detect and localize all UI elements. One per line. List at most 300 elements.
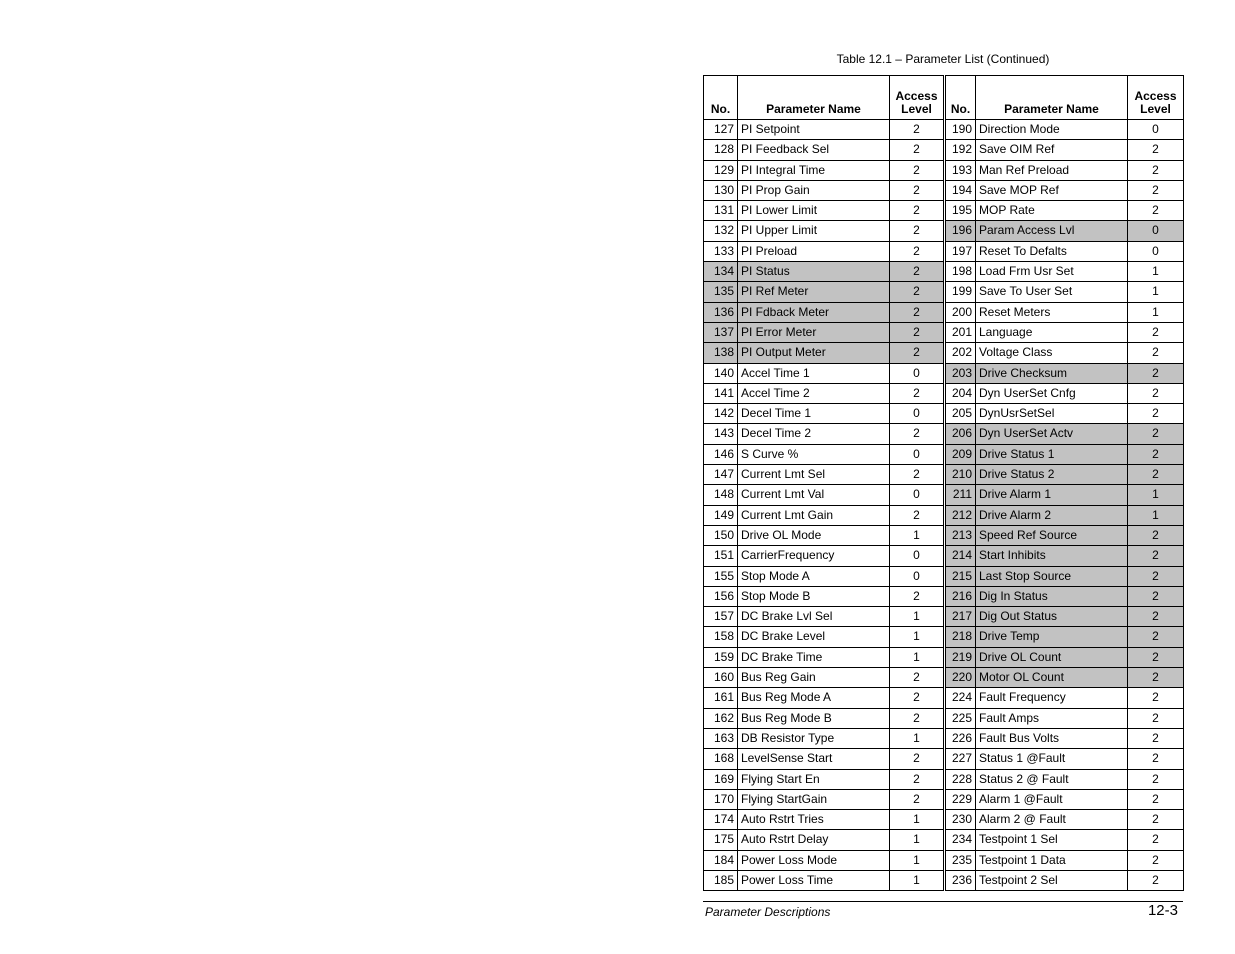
param-name: Bus Reg Mode B <box>738 708 890 728</box>
param-name: Save OIM Ref <box>976 140 1128 160</box>
param-name: Last Stop Source <box>976 566 1128 586</box>
param-name: Dig Out Status <box>976 607 1128 627</box>
param-name: Fault Frequency <box>976 688 1128 708</box>
table-row <box>704 627 944 647</box>
param-number: 212 <box>946 505 976 525</box>
access-level: 2 <box>1128 627 1184 647</box>
param-name: DynUsrSetSel <box>976 404 1128 424</box>
param-number: 141 <box>704 383 738 403</box>
param-name: Reset Meters <box>976 302 1128 322</box>
param-name: S Curve % <box>738 444 890 464</box>
param-number: 136 <box>704 302 738 322</box>
access-level: 2 <box>890 424 944 444</box>
access-level: 2 <box>1128 404 1184 424</box>
table-row <box>946 383 1184 403</box>
header-parameter-name: Parameter Name <box>976 76 1128 120</box>
param-name: Speed Ref Source <box>976 525 1128 545</box>
access-level: 2 <box>890 120 944 140</box>
table-row <box>704 140 944 160</box>
table-row <box>946 728 1184 748</box>
header-parameter-name: Parameter Name <box>738 76 890 120</box>
access-level: 2 <box>1128 668 1184 688</box>
table-row <box>946 180 1184 200</box>
param-number: 169 <box>704 769 738 789</box>
table-row <box>946 282 1184 302</box>
table-row <box>704 363 944 383</box>
table-row <box>704 120 944 140</box>
access-level: 2 <box>1128 769 1184 789</box>
param-number: 214 <box>946 546 976 566</box>
header-access-line2: Level <box>901 102 932 116</box>
table-row <box>946 789 1184 809</box>
param-name: Accel Time 1 <box>738 363 890 383</box>
table-row <box>946 627 1184 647</box>
param-name: MOP Rate <box>976 201 1128 221</box>
param-name: Fault Amps <box>976 708 1128 728</box>
param-name: Drive OL Mode <box>738 525 890 545</box>
param-number: 142 <box>704 404 738 424</box>
param-name: Save MOP Ref <box>976 180 1128 200</box>
table-row <box>704 343 944 363</box>
param-number: 150 <box>704 525 738 545</box>
access-level: 2 <box>890 708 944 728</box>
param-name: Current Lmt Sel <box>738 465 890 485</box>
table-row <box>946 505 1184 525</box>
param-number: 209 <box>946 444 976 464</box>
table-row <box>704 282 944 302</box>
param-number: 224 <box>946 688 976 708</box>
param-number: 194 <box>946 180 976 200</box>
table-row <box>704 566 944 586</box>
param-name: PI Error Meter <box>738 322 890 342</box>
header-no: No. <box>704 76 738 120</box>
table-row <box>704 485 944 505</box>
param-number: 226 <box>946 728 976 748</box>
access-level: 0 <box>890 485 944 505</box>
table-row <box>704 322 944 342</box>
param-number: 134 <box>704 262 738 282</box>
param-number: 174 <box>704 810 738 830</box>
param-number: 206 <box>946 424 976 444</box>
table-row <box>946 850 1184 870</box>
access-level: 2 <box>1128 343 1184 363</box>
param-name: Flying StartGain <box>738 789 890 809</box>
param-number: 195 <box>946 201 976 221</box>
table-row <box>946 404 1184 424</box>
access-level: 2 <box>1128 728 1184 748</box>
param-name: PI Ref Meter <box>738 282 890 302</box>
param-number: 137 <box>704 322 738 342</box>
param-name: Language <box>976 322 1128 342</box>
param-number: 225 <box>946 708 976 728</box>
param-number: 163 <box>704 728 738 748</box>
access-level: 1 <box>1128 505 1184 525</box>
param-number: 220 <box>946 668 976 688</box>
table-row <box>704 444 944 464</box>
access-level: 2 <box>1128 140 1184 160</box>
access-level: 0 <box>890 566 944 586</box>
access-level: 2 <box>1128 383 1184 403</box>
header-access-line2: Level <box>1140 102 1171 116</box>
access-level: 2 <box>890 769 944 789</box>
table-row <box>946 708 1184 728</box>
header-access-line1: Access <box>895 89 938 103</box>
param-name: Testpoint 2 Sel <box>976 870 1128 890</box>
table-row <box>946 870 1184 890</box>
table-row <box>946 424 1184 444</box>
param-number: 131 <box>704 201 738 221</box>
access-level: 2 <box>1128 607 1184 627</box>
access-level: 0 <box>890 363 944 383</box>
param-name: Dig In Status <box>976 586 1128 606</box>
param-name: Alarm 1 @Fault <box>976 789 1128 809</box>
param-name: Auto Rstrt Delay <box>738 830 890 850</box>
access-level: 2 <box>890 322 944 342</box>
table-row <box>946 668 1184 688</box>
table-row <box>704 505 944 525</box>
param-name: Auto Rstrt Tries <box>738 810 890 830</box>
param-number: 159 <box>704 647 738 667</box>
table-row <box>946 647 1184 667</box>
table-row <box>704 525 944 545</box>
access-level: 2 <box>890 262 944 282</box>
param-name: LevelSense Start <box>738 749 890 769</box>
access-level: 0 <box>890 546 944 566</box>
access-level: 2 <box>890 180 944 200</box>
table-row <box>704 708 944 728</box>
table-row <box>704 180 944 200</box>
table-row <box>704 810 944 830</box>
table-row <box>946 749 1184 769</box>
param-number: 229 <box>946 789 976 809</box>
param-number: 197 <box>946 241 976 261</box>
param-number: 216 <box>946 586 976 606</box>
table-row <box>946 444 1184 464</box>
param-number: 210 <box>946 465 976 485</box>
param-name: Power Loss Time <box>738 870 890 890</box>
param-number: 205 <box>946 404 976 424</box>
param-name: Status 2 @ Fault <box>976 769 1128 789</box>
footer-page-number: 12-3 <box>1147 902 1178 919</box>
param-number: 162 <box>704 708 738 728</box>
table-row <box>704 302 944 322</box>
access-level: 1 <box>890 870 944 890</box>
access-level: 2 <box>1128 850 1184 870</box>
access-level: 2 <box>890 302 944 322</box>
param-name: Drive OL Count <box>976 647 1128 667</box>
table-row <box>704 830 944 850</box>
access-level: 2 <box>1128 180 1184 200</box>
table-row <box>946 525 1184 545</box>
access-level: 2 <box>890 383 944 403</box>
access-level: 1 <box>890 607 944 627</box>
param-name: Man Ref Preload <box>976 160 1128 180</box>
table-row <box>704 241 944 261</box>
access-level: 2 <box>1128 160 1184 180</box>
param-name: Drive Checksum <box>976 363 1128 383</box>
table-row <box>704 749 944 769</box>
param-name: Current Lmt Val <box>738 485 890 505</box>
table-row <box>704 221 944 241</box>
param-number: 184 <box>704 850 738 870</box>
table-row <box>946 343 1184 363</box>
table-header-row <box>704 76 944 120</box>
table-body-right <box>946 120 1184 891</box>
access-level: 2 <box>890 688 944 708</box>
access-level: 1 <box>890 525 944 545</box>
access-level: 2 <box>1128 586 1184 606</box>
parameter-table-right <box>945 75 1184 891</box>
param-name: Direction Mode <box>976 120 1128 140</box>
table-row <box>704 465 944 485</box>
access-level: 2 <box>1128 830 1184 850</box>
table-row <box>704 546 944 566</box>
param-number: 236 <box>946 870 976 890</box>
param-number: 135 <box>704 282 738 302</box>
param-number: 146 <box>704 444 738 464</box>
table-row <box>704 688 944 708</box>
header-access-level <box>890 76 944 120</box>
access-level: 2 <box>1128 363 1184 383</box>
param-number: 133 <box>704 241 738 261</box>
table-row <box>704 404 944 424</box>
param-name: Drive Alarm 1 <box>976 485 1128 505</box>
param-number: 235 <box>946 850 976 870</box>
param-name: Drive Alarm 2 <box>976 505 1128 525</box>
access-level: 2 <box>890 586 944 606</box>
param-number: 149 <box>704 505 738 525</box>
table-row <box>946 241 1184 261</box>
param-name: Accel Time 2 <box>738 383 890 403</box>
param-number: 170 <box>704 789 738 809</box>
table-row <box>946 322 1184 342</box>
table-row <box>704 647 944 667</box>
param-name: Dyn UserSet Cnfg <box>976 383 1128 403</box>
access-level: 2 <box>1128 749 1184 769</box>
param-name: Dyn UserSet Actv <box>976 424 1128 444</box>
access-level: 2 <box>890 160 944 180</box>
table-row <box>946 140 1184 160</box>
table-row <box>946 363 1184 383</box>
param-number: 200 <box>946 302 976 322</box>
footer-section-title: Parameter Descriptions <box>705 905 831 919</box>
table-row <box>704 201 944 221</box>
param-number: 202 <box>946 343 976 363</box>
access-level: 2 <box>890 221 944 241</box>
param-number: 161 <box>704 688 738 708</box>
table-body-left <box>704 120 944 891</box>
param-name: DC Brake Time <box>738 647 890 667</box>
param-name: Decel Time 1 <box>738 404 890 424</box>
param-number: 196 <box>946 221 976 241</box>
table-row <box>704 668 944 688</box>
param-number: 129 <box>704 160 738 180</box>
param-number: 190 <box>946 120 976 140</box>
param-number: 130 <box>704 180 738 200</box>
param-name: PI Output Meter <box>738 343 890 363</box>
table-row <box>704 607 944 627</box>
table-row <box>946 302 1184 322</box>
param-name: PI Status <box>738 262 890 282</box>
param-name: Drive Temp <box>976 627 1128 647</box>
param-number: 138 <box>704 343 738 363</box>
header-access-level <box>1128 76 1184 120</box>
access-level: 1 <box>1128 485 1184 505</box>
access-level: 2 <box>1128 322 1184 342</box>
param-name: Status 1 @Fault <box>976 749 1128 769</box>
table-row <box>946 586 1184 606</box>
param-number: 215 <box>946 566 976 586</box>
param-number: 160 <box>704 668 738 688</box>
param-number: 157 <box>704 607 738 627</box>
param-name: PI Setpoint <box>738 120 890 140</box>
param-name: PI Feedback Sel <box>738 140 890 160</box>
table-header-row <box>946 76 1184 120</box>
param-name: CarrierFrequency <box>738 546 890 566</box>
param-number: 219 <box>946 647 976 667</box>
param-name: Motor OL Count <box>976 668 1128 688</box>
table-row <box>704 728 944 748</box>
param-name: Testpoint 1 Sel <box>976 830 1128 850</box>
table-row <box>946 769 1184 789</box>
param-name: PI Fdback Meter <box>738 302 890 322</box>
param-name: Bus Reg Gain <box>738 668 890 688</box>
param-number: 234 <box>946 830 976 850</box>
access-level: 2 <box>890 201 944 221</box>
access-level: 2 <box>890 789 944 809</box>
param-number: 148 <box>704 485 738 505</box>
access-level: 2 <box>890 282 944 302</box>
param-number: 140 <box>704 363 738 383</box>
access-level: 1 <box>890 830 944 850</box>
param-number: 168 <box>704 749 738 769</box>
param-number: 127 <box>704 120 738 140</box>
access-level: 1 <box>890 728 944 748</box>
table-row <box>946 262 1184 282</box>
param-name: Stop Mode B <box>738 586 890 606</box>
table-row <box>946 465 1184 485</box>
table-row <box>704 424 944 444</box>
table-row <box>946 201 1184 221</box>
param-number: 128 <box>704 140 738 160</box>
param-number: 198 <box>946 262 976 282</box>
param-number: 213 <box>946 525 976 545</box>
access-level: 2 <box>890 668 944 688</box>
access-level: 2 <box>890 465 944 485</box>
header-access-line1: Access <box>1134 89 1177 103</box>
param-name: DB Resistor Type <box>738 728 890 748</box>
param-name: Load Frm Usr Set <box>976 262 1128 282</box>
parameter-table-left <box>703 75 944 891</box>
access-level: 0 <box>1128 221 1184 241</box>
param-name: PI Integral Time <box>738 160 890 180</box>
table-row <box>946 221 1184 241</box>
param-number: 227 <box>946 749 976 769</box>
access-level: 2 <box>1128 566 1184 586</box>
table-row <box>704 870 944 890</box>
param-number: 151 <box>704 546 738 566</box>
param-number: 158 <box>704 627 738 647</box>
param-number: 217 <box>946 607 976 627</box>
param-name: PI Lower Limit <box>738 201 890 221</box>
table-row <box>704 850 944 870</box>
table-row <box>946 120 1184 140</box>
table-row <box>946 830 1184 850</box>
param-name: Drive Status 2 <box>976 465 1128 485</box>
table-row <box>704 586 944 606</box>
access-level: 2 <box>1128 546 1184 566</box>
param-name: PI Prop Gain <box>738 180 890 200</box>
param-name: Alarm 2 @ Fault <box>976 810 1128 830</box>
param-number: 175 <box>704 830 738 850</box>
access-level: 2 <box>1128 688 1184 708</box>
access-level: 1 <box>1128 302 1184 322</box>
param-name: Drive Status 1 <box>976 444 1128 464</box>
access-level: 2 <box>1128 789 1184 809</box>
param-number: 156 <box>704 586 738 606</box>
access-level: 1 <box>890 647 944 667</box>
param-number: 228 <box>946 769 976 789</box>
access-level: 1 <box>890 627 944 647</box>
param-name: Decel Time 2 <box>738 424 890 444</box>
param-name: Flying Start En <box>738 769 890 789</box>
param-number: 147 <box>704 465 738 485</box>
param-number: 143 <box>704 424 738 444</box>
table-row <box>704 160 944 180</box>
param-number: 201 <box>946 322 976 342</box>
param-name: Current Lmt Gain <box>738 505 890 525</box>
param-number: 192 <box>946 140 976 160</box>
table-row <box>946 688 1184 708</box>
table-row <box>946 546 1184 566</box>
param-name: PI Upper Limit <box>738 221 890 241</box>
access-level: 1 <box>1128 262 1184 282</box>
access-level: 2 <box>1128 810 1184 830</box>
access-level: 2 <box>890 749 944 769</box>
access-level: 1 <box>890 850 944 870</box>
param-number: 218 <box>946 627 976 647</box>
access-level: 2 <box>1128 708 1184 728</box>
param-name: Stop Mode A <box>738 566 890 586</box>
param-name: Save To User Set <box>976 282 1128 302</box>
table-row <box>704 262 944 282</box>
table-row <box>946 607 1184 627</box>
access-level: 0 <box>1128 120 1184 140</box>
table-row <box>704 769 944 789</box>
access-level: 2 <box>890 343 944 363</box>
param-name: Start Inhibits <box>976 546 1128 566</box>
access-level: 2 <box>1128 424 1184 444</box>
param-name: Param Access Lvl <box>976 221 1128 241</box>
param-name: Reset To Defalts <box>976 241 1128 261</box>
table-row <box>946 160 1184 180</box>
access-level: 2 <box>1128 201 1184 221</box>
param-name: DC Brake Lvl Sel <box>738 607 890 627</box>
access-level: 1 <box>1128 282 1184 302</box>
table-row <box>704 383 944 403</box>
table-caption: Table 12.1 – Parameter List (Continued) <box>836 52 1050 66</box>
param-name: DC Brake Level <box>738 627 890 647</box>
access-level: 2 <box>890 241 944 261</box>
table-row <box>946 566 1184 586</box>
access-level: 0 <box>1128 241 1184 261</box>
param-name: Bus Reg Mode A <box>738 688 890 708</box>
table-row <box>946 810 1184 830</box>
param-name: Testpoint 1 Data <box>976 850 1128 870</box>
param-number: 155 <box>704 566 738 586</box>
param-number: 203 <box>946 363 976 383</box>
access-level: 2 <box>1128 525 1184 545</box>
